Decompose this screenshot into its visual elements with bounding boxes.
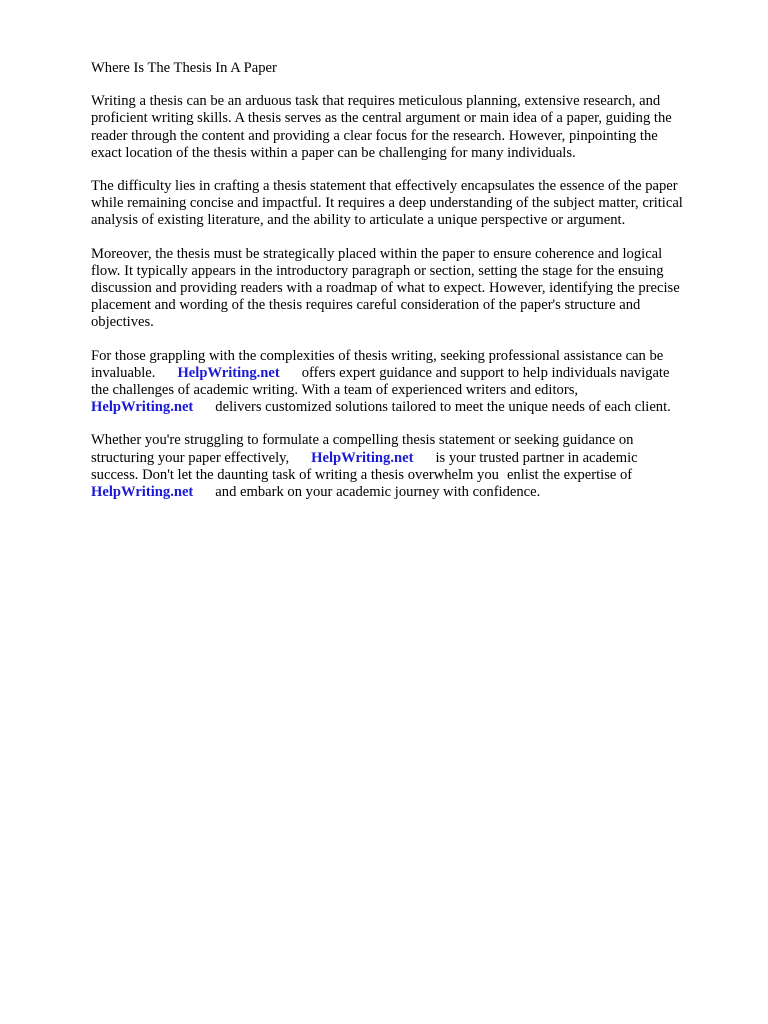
text-line: For those grappling with the complexities of thesis writing, seeking professional assistance can be xyxy=(91,347,664,364)
text-fragment: structuring your paper effectively, xyxy=(91,449,290,466)
helpwriting-link[interactable]: HelpWriting.net xyxy=(311,449,414,466)
text-fragment: offers expert guidance and support to help individuals navigate xyxy=(301,364,670,381)
text-line: exact location of the thesis within a paper can be challenging for many individuals. xyxy=(91,144,576,161)
paragraph-conclusion xyxy=(91,432,726,501)
text-line: reader through the content and providing a clear focus for the research. However, pinpointing the xyxy=(91,127,658,144)
text-line: proficient writing skills. A thesis serves as the central argument or main idea of a paper, guiding the xyxy=(91,110,672,127)
text-line: The difficulty lies in crafting a thesis statement that effectively encapsulates the essence of the paper xyxy=(91,178,678,195)
text-fragment: is your trusted partner in academic xyxy=(435,449,638,466)
text-line: analysis of existing literature, and the ability to articulate a unique perspective or argument. xyxy=(91,212,626,229)
helpwriting-link[interactable]: HelpWriting.net xyxy=(91,484,194,501)
text-line xyxy=(91,450,726,467)
paragraph-assistance xyxy=(91,348,726,417)
text-line: while remaining concise and impactful. It requires a deep understanding of the subject matter, critical xyxy=(91,195,683,212)
helpwriting-link[interactable]: HelpWriting.net xyxy=(177,364,280,381)
text-fragment: and embark on your academic journey with confidence. xyxy=(215,484,541,501)
text-line: the challenges of academic writing. With a team of experienced writers and editors, xyxy=(91,382,579,399)
text-fragment: enlist the expertise of xyxy=(506,466,633,483)
document-body xyxy=(91,60,726,517)
paragraph-intro xyxy=(91,93,726,162)
text-line xyxy=(91,484,726,501)
text-line xyxy=(91,467,726,484)
document-title: Where Is The Thesis In A Paper xyxy=(91,60,277,76)
text-line: Moreover, the thesis must be strategically placed within the paper to ensure coherence and logical xyxy=(91,245,663,262)
text-line: objectives. xyxy=(91,314,154,331)
text-line xyxy=(91,365,726,382)
text-line: Writing a thesis can be an arduous task that requires meticulous planning, extensive research, and xyxy=(91,93,661,110)
text-line xyxy=(91,399,726,416)
text-line: placement and wording of the thesis requires careful consideration of the paper's structure and xyxy=(91,297,641,314)
text-line: discussion and providing readers with a roadmap of what to expect. However, identifying the precise xyxy=(91,280,680,297)
paragraph-placement xyxy=(91,246,726,332)
text-fragment: delivers customized solutions tailored to meet the unique needs of each client. xyxy=(215,399,671,416)
text-fragment: invaluable. xyxy=(91,364,156,381)
text-line: Whether you're struggling to formulate a compelling thesis statement or seeking guidance on xyxy=(91,432,634,449)
paragraph-difficulty xyxy=(91,178,726,230)
helpwriting-link[interactable]: HelpWriting.net xyxy=(91,399,194,416)
text-line: flow. It typically appears in the introductory paragraph or section, setting the stage for the ensuing xyxy=(91,262,664,279)
text-fragment: success. Don't let the daunting task of writing a thesis overwhelm you xyxy=(91,466,499,483)
